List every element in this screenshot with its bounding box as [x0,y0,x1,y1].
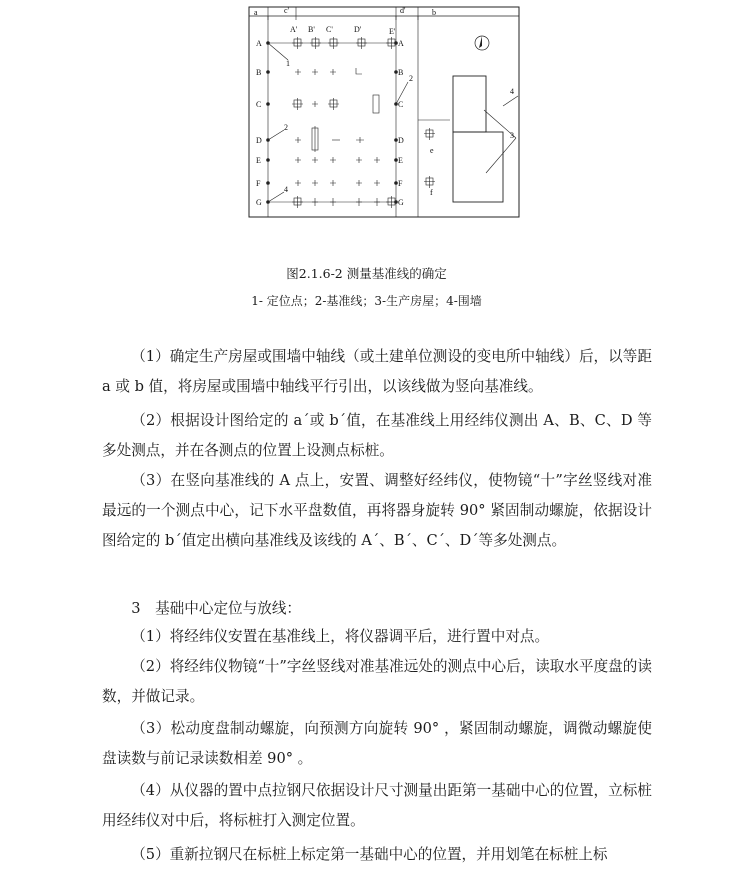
callout-2-right: 2 [409,74,413,83]
point-label-e: e [430,146,434,155]
site-boundary [249,7,519,217]
right-row-label-a: A [398,39,404,48]
col-label-b: B' [308,25,315,34]
dim-b-label: b [432,8,436,17]
col-label-c: C' [326,25,333,34]
paragraph-3: （3）在竖向基准线的 A 点上，安置、调整好经纬仪，使物镜“十”字丝竖线对准最远的一个测点中心，记下水平盘数值，再将器身旋转 90° 紧固制动螺旋，依据设计图给定的 b´值定出横向基准线及该线的 A´、B´、C´、D´等多处测点。 [102,472,652,549]
paragraph-2: （2）根据设计图给定的 a´或 b´值，在基准线上用经纬仪测出 A、B、C、D 等多处测点，并在各测点的位置上设测点标桩。 [102,412,652,459]
survey-markers [267,37,436,208]
right-row-label-e: E [398,156,403,165]
dim-a-label: a [254,8,258,17]
paragraph-5: （2）将经纬仪物镜“十”字丝竖线对准基准远处的测点中心后，读取水平度盘的读数，并做记录。 [102,658,652,705]
row-label-d: D [256,136,262,145]
dim-c-label: c' [284,6,289,15]
row-label-f: F [256,179,261,188]
baseline-diagram [248,6,520,218]
figure-caption: 图2.1.6-2 测量基准线的确定 [286,266,447,281]
right-row-label-f: F [398,179,403,188]
baseline-figure [248,6,520,218]
col-label-a: A' [290,25,298,34]
paragraph-1: （1）确定生产房屋或围墙中轴线（或土建单位测设的变电所中轴线）后，以等距 a 或 b 值，将房屋或围墙中轴线平行引出，以该线做为竖向基准线。 [102,348,652,395]
right-row-label-c: C [398,100,404,109]
paragraph-8: （5）重新拉钢尺在标桩上标定第一基础中心的位置，并用划笔在标桩上标 [131,846,608,863]
north-arrow-icon [475,36,489,50]
dim-d-label: d' [400,6,406,15]
row-label-b: B [256,68,262,77]
col-label-e: E' [389,27,396,36]
row-label-e: E [256,156,261,165]
building-upper [453,76,486,132]
callout-2-left: 2 [284,123,288,132]
paragraph-6: （3）松动度盘制动螺旋，向预测方向旋转 90° ，紧固制动螺旋，调微动螺旋使盘读数与前记录读数相差 90° 。 [102,720,652,767]
building-lower [453,132,503,202]
row-label-g: G [256,198,262,207]
callout-4-right: 4 [510,87,514,96]
callout-1: 1 [286,59,290,68]
callout-4-bottom: 4 [284,185,288,194]
paragraph-4: （1）将经纬仪安置在基准线上，将仪器调平后，进行置中对点。 [131,628,550,645]
callout-3: 3 [510,131,514,140]
point-label-f: f [430,188,433,197]
row-label-c: C [256,100,262,109]
right-row-label-b: B [398,68,404,77]
paragraph-7: （4）从仪器的置中点拉钢尺依据设计尺寸测量出距第一基础中心的位置，立标桩用经纬仪对中后，将标桩打入测定位置。 [102,782,652,829]
right-row-label-d: D [398,136,404,145]
figure-legend: 1- 定位点；2-基准线；3-生产房屋；4-围墙 [251,294,482,308]
section-heading: 3 基础中心定位与放线： [131,600,302,617]
col-label-d: D' [354,25,362,34]
row-label-a: A [256,39,262,48]
right-row-label-g: G [398,198,404,207]
